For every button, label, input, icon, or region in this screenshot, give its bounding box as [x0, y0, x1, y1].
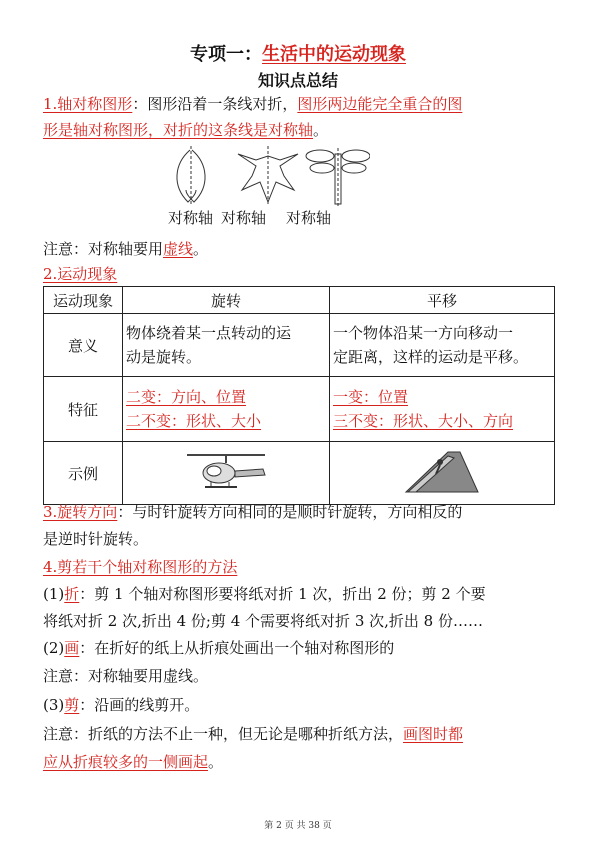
rotation-meaning-l2: 动是旋转。: [126, 348, 202, 366]
sec3-line2: 是逆时针旋转。: [43, 530, 149, 548]
title-main: 生活中的运动现象: [262, 44, 406, 65]
p3-text: ：沿画的线剪开。: [79, 696, 200, 714]
sec3-heading: 3.旋转方向: [43, 503, 118, 521]
p2-num: (2): [43, 639, 65, 657]
title-colon: ：: [244, 44, 262, 65]
rotation-feature-l2: 二不变：形状、大小: [126, 412, 262, 430]
translation-meaning: [330, 314, 555, 377]
row-label-example: 示例: [44, 442, 123, 505]
title-prefix: 专项一: [190, 44, 244, 65]
rotation-feature: [123, 377, 330, 442]
leaf-icon: [177, 146, 205, 206]
rotation-meaning: [123, 314, 330, 377]
note3-red-l2: 应从折痕较多的一侧画起: [43, 753, 209, 771]
table-header: 运动现象: [44, 287, 123, 314]
sec4-p2: [43, 636, 555, 660]
sec2-heading: 2.运动现象: [43, 265, 118, 283]
sec1-end: 。: [313, 121, 329, 139]
sec4-heading: 4.剪若干个轴对称图形的方法: [43, 558, 238, 576]
sec4-p3: [43, 693, 555, 717]
rotation-meaning-l1: 物体绕着某一点转动的运: [126, 324, 292, 342]
note1-end: 。: [193, 240, 209, 258]
p2-key: 画: [64, 639, 80, 657]
p1-key: 折: [64, 585, 80, 603]
p2-text: ：在折好的纸上从折痕处画出一个轴对称图形的: [79, 639, 395, 657]
page-title: [0, 40, 596, 66]
note1: [43, 237, 555, 261]
bow-figure-icon: [238, 146, 298, 206]
sec3-text-l1: ：与时针旋转方向相同的是顺时针旋转，方向相反的: [117, 503, 463, 521]
dragonfly-icon: [306, 148, 370, 206]
sec4-note2: 注意：对称轴要用虚线。: [43, 667, 209, 685]
sec1-heading: 1.轴对称图形: [43, 95, 133, 113]
translation-example: [330, 442, 555, 505]
table-header: 旋转: [123, 287, 330, 314]
p3-num: (3): [43, 696, 65, 714]
rotation-feature-l1: 二变：方向、位置: [126, 388, 247, 406]
caption-2: 对称轴: [221, 209, 267, 227]
table-row: [44, 314, 555, 377]
sec1-definition-a: 图形两边能完全重合的图: [297, 95, 463, 113]
p3-key: 剪: [64, 696, 80, 714]
sec4-note3-l2: [43, 750, 555, 774]
symmetry-figures: [170, 146, 370, 206]
p1-text: ：剪 1 个轴对称图形要将纸对折 1 次，折出 2 份；剪 2 个要: [79, 585, 486, 603]
sec1-line1: [43, 92, 555, 116]
caption-1: 对称轴: [168, 209, 214, 227]
row-label-meaning: 意义: [44, 314, 123, 377]
page-subtitle: 知识点总结: [257, 71, 338, 90]
helicopter-icon: [181, 449, 271, 493]
rotation-example: [123, 442, 330, 505]
slide-icon: [402, 448, 482, 494]
translation-feature-l2: 三不变：形状、大小、方向: [333, 412, 514, 430]
translation-meaning-l2: 定距离，这样的运动是平移。: [333, 348, 529, 366]
sec4-p1-l1: [43, 582, 555, 606]
sec4-note3-l1: [43, 722, 555, 746]
translation-feature: [330, 377, 555, 442]
sec1-line2: [43, 118, 555, 142]
row-label-feature: 特征: [44, 377, 123, 442]
caption-3: 对称轴: [286, 209, 332, 227]
sec1-definition-b: 形是轴对称图形，对折的这条线是对称轴: [43, 121, 314, 139]
note3-red-l1: 画图时都: [403, 725, 464, 743]
sec1-text: ：图形沿着一条线对折，: [132, 95, 298, 113]
p1-num: (1): [43, 585, 65, 603]
note1-red: 虚线: [163, 240, 194, 258]
figure-captions: [168, 207, 339, 228]
table-header-row: [44, 287, 555, 314]
note3-text: 注意：折纸的方法不止一种，但无论是哪种折纸方法，: [43, 725, 404, 743]
sec4-heading-line: [43, 555, 555, 579]
motion-table: [43, 286, 555, 505]
page-footer: 第 2 页 共 38 页: [264, 821, 332, 831]
table-row: [44, 442, 555, 505]
note1-text: 注意：对称轴要用: [43, 240, 164, 258]
note3-end: 。: [208, 753, 224, 771]
translation-feature-l1: 一变：位置: [333, 388, 409, 406]
sec3-line1: [43, 500, 555, 524]
table-header: 平移: [330, 287, 555, 314]
translation-meaning-l1: 一个物体沿某一方向移动一: [333, 324, 514, 342]
sec2-heading-line: [43, 262, 555, 286]
sec4-p1-l2: 将纸对折 2 次,折出 4 份;剪 4 个需要将纸对折 3 次,折出 8 份……: [43, 612, 483, 630]
table-row: [44, 377, 555, 442]
